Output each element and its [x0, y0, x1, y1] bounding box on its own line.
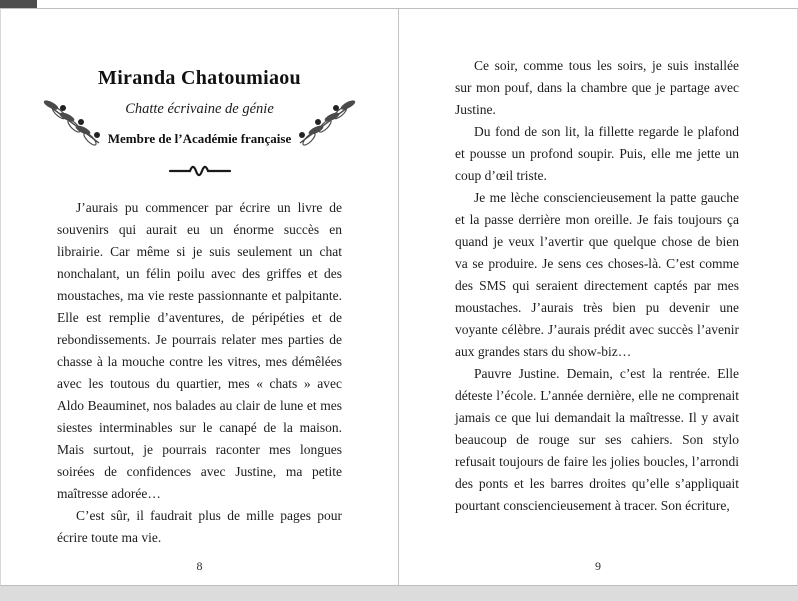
page-right	[399, 9, 797, 585]
page-spread	[0, 8, 798, 586]
left-page-body	[57, 197, 342, 549]
chapter-title: Miranda Chatoumiaou	[98, 67, 301, 89]
footer-strip	[0, 586, 798, 601]
chapter-header	[57, 67, 342, 147]
page-left	[1, 9, 399, 585]
page-number-left: 8	[196, 559, 203, 573]
body-paragraph: Pauvre Justine. Demain, c’est la rentrée. Elle déteste l’école. L’année dernière, elle ne comprenait jamais ce que lui demandait la maîtresse. Il y avait beaucoup de rouge sur ses cahiers. Son stylo refusait toujours de faire les jolies boucles, l’arrondi des ponts et les barres droites qu’elle s’appliquait pourtant consciencieusement à tracer. Son écriture,	[455, 366, 739, 513]
right-page-body	[455, 55, 739, 517]
olive-branch-left-icon	[41, 97, 103, 153]
chapter-affiliation: Membre de l’Académie française	[107, 131, 292, 146]
page-number-right: 9	[595, 559, 601, 573]
body-paragraph: C’est sûr, il faudrait plus de mille pages pour écrire toute ma vie.	[57, 508, 342, 545]
body-paragraph: Je me lèche consciencieusement la patte gauche et la passe derrière mon oreille. Je fais toujours ça quand je veux l’avertir que quelque chose de bien va se produire. Je sens ces choses-là. C’est comme des SMS qui seraient directement captés par mes moustaches. J’aurais très bien pu devenir une voyante célèbre. J’aurais prédit avec succès l’avenir aux grandes stars du show-biz…	[455, 190, 739, 359]
olive-branch-right-icon	[296, 97, 358, 153]
body-paragraph: J’aurais pu commencer par écrire un livre de souvenirs qui aurait eu un énorme succès en librairie. Car même si je suis seulement un chat nonchalant, un félin poilu avec des griffes et des moustaches, ma vie reste passionnante et palpitante. Elle est remplie d’aventures, de péripéties et de rebondissements. Je pourrais relater mes parties de chasse à la mouche contre les vitres, mes démêlées avec les toutous du quartier, mes « chats » avec Aldo Beauminet, nos balades au clair de lune et mes siestes interminables sur le canapé de la maison. Mais surtout, je pourrais raconter mes longues soirées de confidences avec Justine, ma petite maîtresse adorée…	[57, 200, 342, 501]
body-paragraph: Du fond de son lit, la fillette regarde le plafond et pousse un profond soupir. Puis, elle me jette un coup d’œil triste.	[455, 124, 739, 183]
chapter-subtitle: Chatte écrivaine de génie	[125, 101, 274, 117]
squiggle-divider-icon	[168, 164, 232, 178]
body-paragraph: Ce soir, comme tous les soirs, je suis installée sur mon pouf, dans la chambre que je partage avec Justine.	[455, 58, 739, 117]
